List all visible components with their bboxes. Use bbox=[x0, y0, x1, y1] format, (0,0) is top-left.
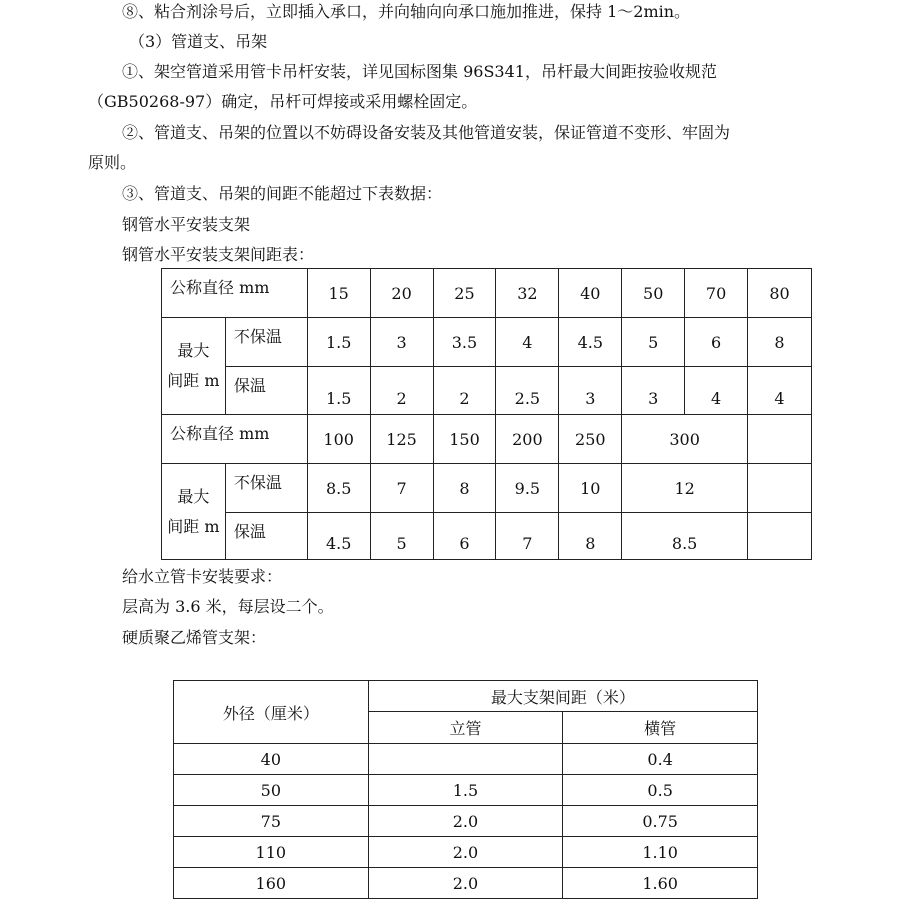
table-cell: 9.5 bbox=[496, 464, 559, 513]
table-cell: 4 bbox=[748, 367, 812, 415]
table-cell: 2.0 bbox=[368, 806, 563, 837]
table-cell: 50 bbox=[622, 269, 685, 318]
table-cell: 15 bbox=[307, 269, 370, 318]
steel-pipe-table-caption: 钢管水平安装支架间距表： bbox=[122, 245, 315, 264]
table-cell: 5 bbox=[370, 513, 433, 560]
table-row bbox=[174, 681, 758, 712]
paragraph-8: ⑧、粘合剂涂号后，立即插入承口，并向轴向向承口施加推进，保持 1～2min。 bbox=[122, 2, 691, 21]
table-cell: 8 bbox=[559, 513, 622, 560]
table-cell: 4.5 bbox=[307, 513, 370, 560]
table-cell: 2 bbox=[370, 367, 433, 415]
table-cell: 5 bbox=[622, 318, 685, 367]
table-cell: 7 bbox=[370, 464, 433, 513]
table-row bbox=[174, 744, 758, 775]
riser-clamp-heading: 给水立管卡安装要求： bbox=[122, 567, 283, 586]
no-insulation-label: 不保温 bbox=[225, 318, 307, 367]
table-row bbox=[162, 464, 812, 513]
table-cell: 50 bbox=[174, 775, 369, 806]
paragraph-2-line1: ②、管道支、吊架的位置以不妨碍设备安装及其他管道安装，保证管道不变形、牢固为 bbox=[122, 123, 731, 142]
table-cell bbox=[368, 744, 563, 775]
table-cell: 1.5 bbox=[307, 318, 370, 367]
table-cell: 110 bbox=[174, 837, 369, 868]
table-cell: 8.5 bbox=[622, 513, 748, 560]
table-cell-empty bbox=[748, 464, 812, 513]
table-cell: 6 bbox=[433, 513, 496, 560]
table-cell: 0.4 bbox=[563, 744, 758, 775]
table-cell-empty bbox=[748, 513, 812, 560]
table-cell: 3 bbox=[370, 318, 433, 367]
table-cell: 150 bbox=[433, 415, 496, 464]
table-row bbox=[162, 367, 812, 415]
table-row bbox=[174, 775, 758, 806]
table-cell: 4 bbox=[685, 367, 748, 415]
table-cell-empty bbox=[748, 415, 812, 464]
steel-pipe-heading: 钢管水平安装支架 bbox=[122, 215, 251, 234]
table-cell: 8.5 bbox=[307, 464, 370, 513]
table-cell: 80 bbox=[748, 269, 812, 318]
table-cell: 1.60 bbox=[563, 868, 758, 899]
paragraph-3: ③、管道支、吊架的间距不能超过下表数据： bbox=[122, 184, 443, 203]
table-cell: 12 bbox=[622, 464, 748, 513]
table-cell: 70 bbox=[685, 269, 748, 318]
table-cell: 3.5 bbox=[433, 318, 496, 367]
steel-pipe-spacing-table bbox=[161, 268, 812, 560]
table-cell: 40 bbox=[559, 269, 622, 318]
table-cell: 200 bbox=[496, 415, 559, 464]
table-cell: 160 bbox=[174, 868, 369, 899]
table-cell: 8 bbox=[748, 318, 812, 367]
table-cell: 0.75 bbox=[563, 806, 758, 837]
table-cell: 25 bbox=[433, 269, 496, 318]
table-row bbox=[174, 837, 758, 868]
table-cell: 0.5 bbox=[563, 775, 758, 806]
floor-height-note: 层高为 3.6 米，每层设二个。 bbox=[122, 597, 334, 616]
table-cell: 6 bbox=[685, 318, 748, 367]
no-insulation-label: 不保温 bbox=[225, 464, 307, 513]
table-cell: 75 bbox=[174, 806, 369, 837]
table-cell: 125 bbox=[370, 415, 433, 464]
paragraph-2-line2: 原则。 bbox=[88, 153, 137, 172]
table-cell: 4 bbox=[496, 318, 559, 367]
max-support-spacing-label: 最大支架间距（米） bbox=[368, 681, 757, 712]
insulation-label: 保温 bbox=[225, 513, 307, 560]
table-row bbox=[162, 513, 812, 560]
outer-diameter-label: 外径（厘米） bbox=[174, 681, 369, 744]
table-row bbox=[174, 868, 758, 899]
table-row bbox=[162, 415, 812, 464]
table-cell: 1.5 bbox=[307, 367, 370, 415]
table-cell: 3 bbox=[559, 367, 622, 415]
table-cell: 32 bbox=[496, 269, 559, 318]
max-spacing-label: 最大 间距 m bbox=[162, 464, 226, 560]
section-heading-supports: （3）管道支、吊架 bbox=[129, 32, 268, 51]
table-cell: 10 bbox=[559, 464, 622, 513]
table-cell: 3 bbox=[622, 367, 685, 415]
table-cell: 4.5 bbox=[559, 318, 622, 367]
table-cell: 40 bbox=[174, 744, 369, 775]
insulation-label: 保温 bbox=[225, 367, 307, 415]
table-cell: 1.10 bbox=[563, 837, 758, 868]
table-cell: 100 bbox=[307, 415, 370, 464]
table-cell: 2 bbox=[433, 367, 496, 415]
table-cell: 8 bbox=[433, 464, 496, 513]
vertical-pipe-label: 立管 bbox=[368, 712, 563, 744]
table-cell: 2.0 bbox=[368, 868, 563, 899]
paragraph-1-line1: ①、架空管道采用管卡吊杆安装，详见国标图集 96S341，吊杆最大间距按验收规范 bbox=[122, 62, 717, 81]
table-cell: 2.5 bbox=[496, 367, 559, 415]
table-cell: 300 bbox=[622, 415, 748, 464]
table-cell: 7 bbox=[496, 513, 559, 560]
table-row bbox=[162, 318, 812, 367]
max-spacing-label: 最大 间距 m bbox=[162, 318, 226, 415]
table-row bbox=[174, 806, 758, 837]
table-row bbox=[162, 269, 812, 318]
table-cell: 20 bbox=[370, 269, 433, 318]
horizontal-pipe-label: 横管 bbox=[563, 712, 758, 744]
nominal-diameter-label: 公称直径 mm bbox=[162, 269, 308, 318]
table-cell: 250 bbox=[559, 415, 622, 464]
table-cell: 1.5 bbox=[368, 775, 563, 806]
paragraph-1-line2: （GB50268-97）确定，吊杆可焊接或采用螺栓固定。 bbox=[88, 92, 478, 111]
nominal-diameter-label: 公称直径 mm bbox=[162, 415, 308, 464]
pvc-pipe-spacing-table bbox=[173, 680, 758, 899]
pvc-pipe-heading: 硬质聚乙烯管支架： bbox=[122, 628, 267, 647]
table-cell: 2.0 bbox=[368, 837, 563, 868]
